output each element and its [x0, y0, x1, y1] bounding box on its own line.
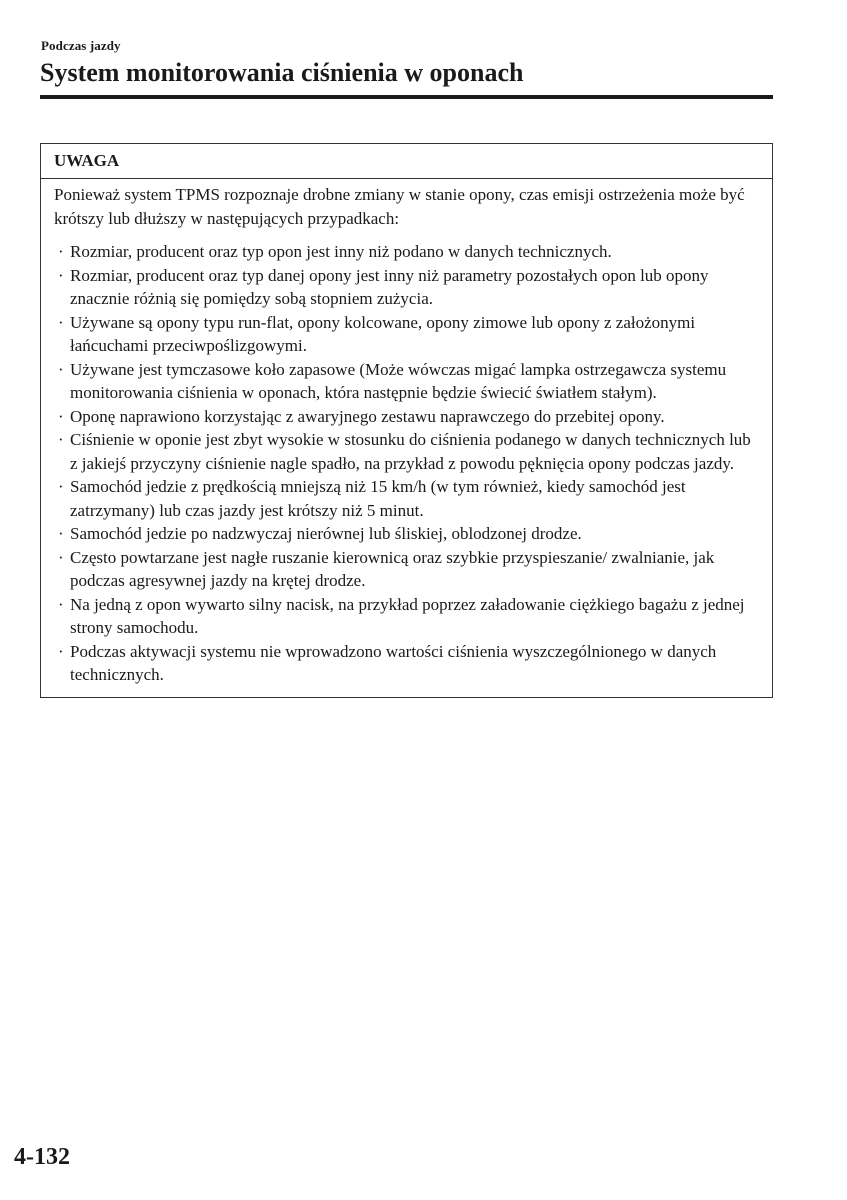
bullet-icon: · — [58, 477, 64, 496]
bullet-icon: · — [58, 359, 64, 379]
list-item — [54, 311, 760, 358]
bullet-icon: · — [58, 594, 64, 614]
caution-list — [54, 240, 760, 687]
list-item — [54, 405, 760, 429]
caution-body — [41, 179, 772, 697]
list-item-text: Oponę naprawiono korzystając z awaryjnego zestawu naprawczego do przebitej opony. — [70, 406, 665, 426]
bullet-icon: · — [58, 265, 64, 285]
title-rule — [40, 95, 773, 99]
bullet-icon: · — [58, 641, 64, 661]
list-item-text: Używane jest tymczasowe koło zapasowe (Może wówczas migać lampka ostrzegawcza systemu monitorowania ciśnienia w oponach, która następnie będzie świecić światłem stałym). — [70, 359, 727, 402]
list-item-text: Używane są opony typu run-flat, opony kolcowane, opony zimowe lub opony z założonymi łańcuchami przeciwpoślizgowymi. — [70, 312, 696, 355]
list-item-text: Podczas aktywacji systemu nie wprowadzono wartości ciśnienia wyszczególnionego w danych technicznych. — [70, 641, 717, 684]
list-item-text: Samochód jedzie z prędkością mniejszą niż 15 km/h (w tym również, kiedy samochód jest zatrzymany) lub czas jazdy jest krótszy niż 5 minut. — [70, 477, 686, 520]
list-item — [54, 428, 760, 475]
bullet-icon: · — [58, 524, 64, 543]
list-item — [54, 522, 760, 546]
list-item — [54, 358, 760, 405]
list-item-text: Ciśnienie w oponie jest zbyt wysokie w stosunku do ciśnienia podanego w danych technicznych lub z jakiejś przyczyny ciśnienie nagle spadło, na przykład z powodu pęknięcia opony podczas jazdy. — [70, 430, 751, 473]
list-item-text: Samochód jedzie po nadzwyczaj nierównej lub śliskiej, oblodzonej drodze. — [70, 524, 582, 543]
list-item — [54, 593, 760, 640]
caution-intro: Ponieważ system TPMS rozpoznaje drobne zmiany w stanie opony, czas emisji ostrzeżenia może być krótszy lub dłuższy w następujących przypadkach: — [54, 185, 745, 228]
list-item-text: Na jedną z opon wywarto silny nacisk, na przykład poprzez załadowanie ciężkiego bagażu z jednej strony samochodu. — [70, 594, 745, 637]
caution-box — [40, 143, 773, 698]
section-label: Podczas jazdy — [41, 38, 121, 53]
list-item — [54, 240, 760, 264]
page-number: 4-132 — [14, 1144, 70, 1170]
list-item — [54, 640, 760, 687]
list-item-text: Rozmiar, producent oraz typ opon jest inny niż podano w danych technicznych. — [70, 242, 612, 261]
list-item-text: Często powtarzane jest nagłe ruszanie kierownicą oraz szybkie przyspieszanie/ zwalnianie, jak podczas agresywnej jazdy na krętej drodze. — [70, 547, 715, 590]
list-item — [54, 264, 760, 311]
page-title: System monitorowania ciśnienia w oponach — [40, 58, 524, 87]
bullet-icon: · — [58, 312, 64, 332]
bullet-icon: · — [58, 242, 64, 261]
list-item — [54, 475, 760, 522]
bullet-icon: · — [58, 406, 64, 426]
list-item — [54, 546, 760, 593]
caution-heading: UWAGA — [41, 144, 772, 179]
list-item-text: Rozmiar, producent oraz typ danej opony jest inny niż parametry pozostałych opon lub opony znacznie różnią się pomiędzy sobą stopniem zużycia. — [70, 265, 709, 308]
bullet-icon: · — [58, 430, 64, 449]
bullet-icon: · — [58, 547, 64, 567]
